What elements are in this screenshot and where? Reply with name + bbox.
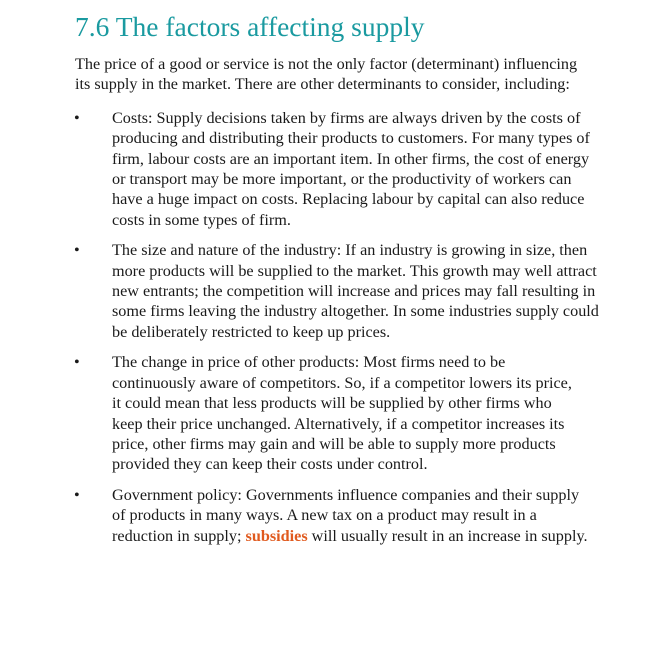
list-item-costs (75, 108, 610, 230)
list-item-text (112, 485, 588, 546)
intro-paragraph: The price of a good or service is not the only factor (determinant) influencing its supply in the market. There are other determinants to consider, including: (75, 55, 578, 94)
text-before-link: Government policy: Governments influence companies and their supply of products in many ways. A new tax on a product may result in a reduction in supply; (112, 485, 580, 545)
determinants-list (75, 108, 610, 546)
document-content (75, 10, 610, 556)
list-item-other-products (75, 352, 610, 474)
bullet-icon: • (74, 108, 80, 127)
subsidies-link[interactable]: subsidies (245, 526, 308, 545)
bullet-icon: • (74, 241, 80, 260)
text-after-link: will usually result in an increase in supply. (307, 526, 588, 545)
bullet-icon: • (74, 353, 80, 372)
list-item-text: The size and nature of the industry: If an industry is growing in size, then more products will be supplied to the market. This growth may well attract new entrants; the competition will increase and prices may fall resulting in some firms leaving the industry altogether. In some industries supply could be deliberately restricted to keep up prices. (112, 241, 599, 341)
bullet-icon: • (74, 485, 80, 504)
section-heading: 7.6 The factors affecting supply (75, 11, 425, 42)
list-item-text: Costs: Supply decisions taken by firms are always driven by the costs of producing and distributing their products to customers. For many types of firm, labour costs are an important item. In other firms, the cost of energy or transport may be more important, or the productivity of workers can have a huge impact on costs. Replacing labour by capital can also reduce costs in some types of firm. (112, 108, 590, 229)
list-item-government-policy (75, 485, 610, 546)
list-item-industry (75, 240, 610, 342)
list-item-text: The change in price of other products: Most firms need to be continuously aware of competitors. So, if a competitor lowers its price, it could mean that less products will be supplied by other firms who keep their price unchanged. Alternatively, if a competitor increases its price, other firms may gain and will be able to supply more products provided they can keep their costs under control. (112, 353, 572, 474)
